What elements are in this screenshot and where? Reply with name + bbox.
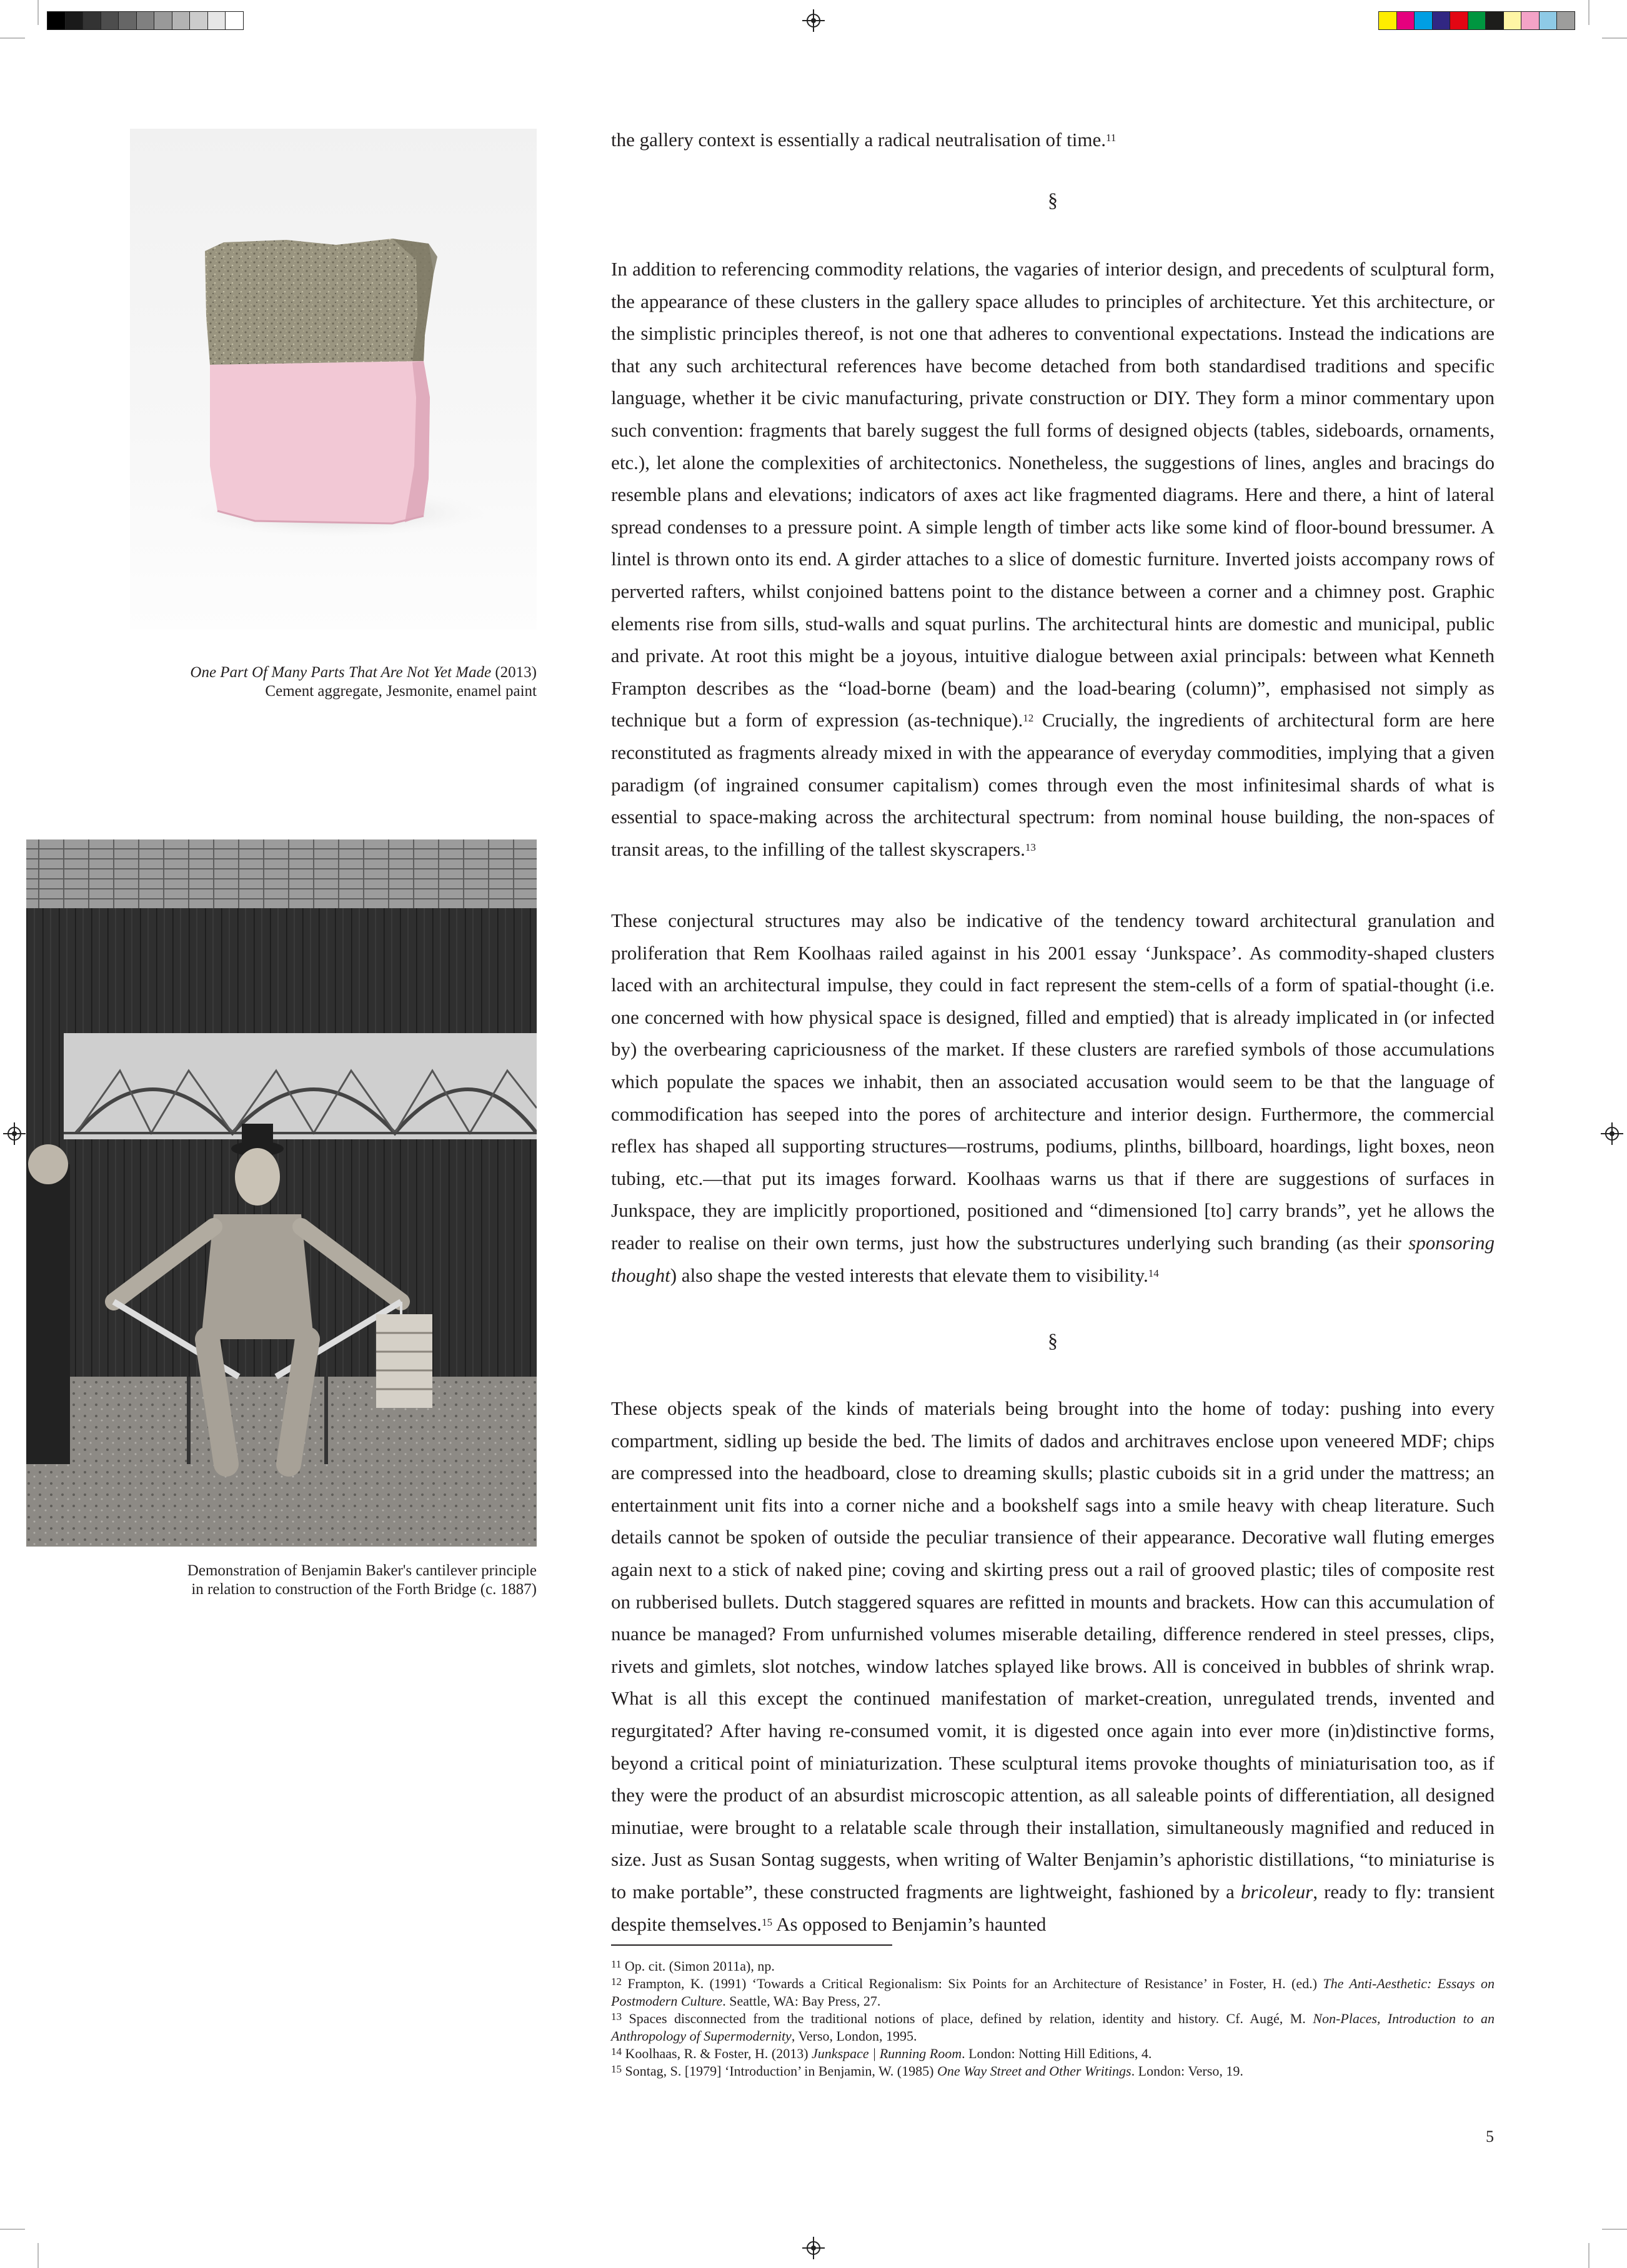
grayscale-swatch [65, 11, 84, 30]
footnote-text: Spaces disconnected from the traditional notions of place, defined by relation, identity and history. Cf. Augé, M. [629, 2011, 1313, 2026]
footnote-ref: 13 [1025, 841, 1036, 853]
grayscale-swatch [225, 11, 244, 30]
crop-mark [1588, 0, 1590, 25]
footnote-italic: The Anti-Aesthetic: Essays on Postmodern Culture [611, 1976, 1495, 2009]
process-color-swatch [1556, 11, 1575, 30]
footnote-text: , Verso, London, 1995. [791, 2028, 917, 2044]
footnote-13 [611, 2010, 1495, 2045]
footnote-italic: Non-Places, Introduction to an Anthropology of Supermodernity [611, 2011, 1495, 2044]
footnote-number: 11 [611, 1958, 622, 1970]
footnote-text: Op. cit. (Simon 2011a), np. [624, 1958, 775, 1974]
footnote-15 [611, 2062, 1495, 2080]
process-color-swatch [1432, 11, 1451, 30]
process-color-swatch [1378, 11, 1397, 30]
artwork-title: One Part Of Many Parts That Are Not Yet Made [190, 664, 492, 681]
body-paragraph-3 [611, 1392, 1495, 1940]
artwork-year: (2013) [495, 664, 537, 681]
crop-mark [1602, 37, 1627, 39]
process-color-swatch [1521, 11, 1540, 30]
footnote-number: 15 [611, 2063, 622, 2075]
footnote-14 [611, 2045, 1495, 2062]
section-mark: § [1048, 189, 1058, 211]
grayscale-swatch [82, 11, 101, 30]
footnote-text: Sontag, S. [1979] ‘Introduction’ in Benjamin, W. (1985) [625, 2063, 937, 2079]
crop-mark [0, 2229, 25, 2230]
paragraph-3-italic: bricoleur [1240, 1880, 1313, 1903]
grayscale-swatch [154, 11, 172, 30]
cantilever-demonstration-illustration [26, 839, 537, 1547]
footnote-italic: One Way Street and Other Writings [937, 2063, 1132, 2079]
footnote-ref: 12 [1023, 712, 1034, 725]
body-paragraph-2 [611, 904, 1495, 1291]
footnote-12 [611, 1975, 1495, 2010]
grayscale-swatch [189, 11, 208, 30]
paragraph-1-text-b: Crucially, the ingredients of architectural form are here reconstituted as fragments already mixed in with the appearance of everyday commodities, implying that a given paradigm (of ingrained consumer capitalism) comes through even the most infinitesimal shards of what is essential to space-making across the architectural spectrum: from nominal house building, the non-spaces of transit areas, to the infilling of the tallest skyscrapers. [611, 709, 1495, 860]
page-number: 5 [1486, 2127, 1494, 2146]
opening-line-text: the gallery context is essentially a radical neutralisation of time. [611, 129, 1106, 151]
paragraph-3-text-b: , ready to fly: transient despite themselves. [611, 1880, 1495, 1935]
footnote-ref: 14 [1148, 1267, 1159, 1279]
figure-2-caption-line-2: in relation to construction of the Forth Bridge (c. 1887) [191, 1581, 537, 1598]
figure-1-caption [130, 663, 537, 701]
cement-block-illustration [130, 129, 537, 630]
paragraph-1-text-a: In addition to referencing commodity relations, the vagaries of interior design, and precedents of sculptural form, the appearance of these clusters in the gallery space alludes to principles of architecture. Yet this architecture, or the simplistic principles thereof, is not one that adheres to conventional expectations. Instead the indications are that any such architectural references have become detached from both standardised traditions and specific language, whether it be civic manufacturing, private construction or DIY. They form a minor commentary upon such convention: fragments that barely suggest the full forms of designed objects (tables, sideboards, ornaments, etc.), let alone the complexities of architectonics. Nonetheless, the suggestions of lines, angles and bracings do resemble plans and elevations; indicators of axes act like fragmented diagrams. Here and there, a hint of lateral spread condenses to a pressure point. A simple length of timber acts like some kind of floor-bound bressumer. A lintel is thrown onto its end. A girder attaches to a slice of domestic furniture. Inverted joists accompany rows of perverted rafters, whilst conjoined battens point to the distance between a corner and a chimney post. Graphic elements rise from sills, stud-walls and squat purlins. The architectural hints are domestic and municipal, public and private. At root this might be a joyous, intuitive dialogue between axial principals: between what Kenneth Frampton describes as the “load-borne (beam) and the load-bearing (column)”, emphasised not simply as technique but a form of expression (as-technique). [611, 258, 1495, 731]
crop-mark [0, 37, 25, 39]
process-color-swatch [1396, 11, 1415, 30]
grayscale-swatch [47, 11, 66, 30]
registration-mark-top [807, 14, 820, 27]
footnote-rule [611, 1944, 892, 1946]
grayscale-color-bar [47, 11, 243, 30]
registration-mark-bottom [807, 2241, 820, 2255]
artwork-materials: Cement aggregate, Jesmonite, enamel paint [265, 683, 537, 700]
footnote-text: . London: Verso, 19. [1131, 2063, 1243, 2079]
grayscale-swatch [136, 11, 155, 30]
process-color-swatch [1503, 11, 1522, 30]
crop-mark [37, 0, 39, 25]
opening-line [611, 124, 1495, 156]
footnote-text: Koolhaas, R. & Foster, H. (2013) [625, 2046, 812, 2061]
sculpture-photo [130, 129, 537, 630]
grayscale-swatch [101, 11, 119, 30]
forth-bridge-demonstration-photo [26, 839, 537, 1547]
process-color-swatch [1468, 11, 1486, 30]
process-color-bar [1378, 11, 1575, 30]
footnote-italic: Junkspace | Running Room [812, 2046, 962, 2061]
registration-mark-left [7, 1127, 21, 1141]
section-mark: § [1048, 1329, 1058, 1352]
footnote-number: 14 [611, 2046, 622, 2058]
process-color-swatch [1414, 11, 1433, 30]
paragraph-2-text-a: These conjectural structures may also be indicative of the tendency toward architectural granulation and proliferation that Rem Koolhaas railed against in his 2001 essay ‘Junkspace’. As commodity-shaped clusters laced with an architectural impulse, they could in fact represent the stem-cells of a form of spatial-thought (i.e. one concerned with how physical space is designed, filled and emptied) that is already implicated in (or infected by) the overbearing capriciousness of the market. If these clusters are rarefied symbols of those accumulations which populate the spaces we inhabit, then an associated accusation would seem to be that the language of commodification has seeped into the pores of architecture and interior design. Furthermore, the commercial reflex has shaped all supporting structures—rostrums, podiums, plinths, billboard, hoardings, light boxes, neon tubing, etc.—that put its images forward. Koolhaas warns us that if there are suggestions of surfaces in Junkspace, they are implicitly proportioned, positioned and “dimensioned [to] carry brands”, yet he allows the reader to realise on their own terms, just how the substructures underlying such branding (as their [611, 909, 1495, 1254]
footnotes [611, 1958, 1495, 2080]
crop-mark [1588, 2243, 1590, 2268]
process-color-swatch [1450, 11, 1468, 30]
process-color-swatch [1539, 11, 1558, 30]
process-color-swatch [1485, 11, 1504, 30]
body-paragraph-1 [611, 253, 1495, 865]
figure-2-caption [26, 1562, 537, 1599]
paragraph-3-text-c: As opposed to Benjamin’s haunted [772, 1913, 1047, 1935]
footnote-text: . Seattle, WA: Bay Press, 27. [722, 1993, 881, 2009]
footnote-text: Frampton, K. (1991) ‘Towards a Critical Regionalism: Six Points for an Architecture of Resistance’ in Foster, H. (ed.) [627, 1976, 1323, 1991]
crop-mark [37, 2243, 39, 2268]
grayscale-swatch [207, 11, 226, 30]
footnote-ref: 15 [762, 1916, 773, 1928]
paragraph-2-text-b: ) also shape the vested interests that elevate them to visibility. [670, 1264, 1148, 1286]
crop-mark [1602, 2229, 1627, 2230]
footnote-number: 12 [611, 1976, 622, 1988]
footnote-11 [611, 1958, 1495, 1975]
figure-2-caption-line-1: Demonstration of Benjamin Baker's cantilever principle [187, 1562, 537, 1579]
registration-mark-right [1605, 1127, 1619, 1141]
paragraph-3-text-a: These objects speak of the kinds of materials being brought into the home of today: pushing into every compartment, sidling up beside the bed. The limits of dados and architraves enclose upon veneered MDF; chips are compressed into the headboard, close to dreaming skulls; plastic cuboids sit in a grid under the mattress; an entertainment unit fits into a corner niche and a bookshelf sags into a smile heavy with cheap literature. Such details cannot be spoken of outside the peculiar transience of their appearance. Decorative wall fluting emerges again next to a stick of naked pine; coving and skirting press out a rail of grooved plastic; tiles of composite rest on rubberised bullets. Dutch staggered squares are refitted in mounts and brackets. How can this accumulation of nuance be managed? From unfurnished volumes miserable detailing, difference rendered in steel presses, clips, rivets and gimlets, slot notches, window latches splayed like brows. All is conceived in bubbles of shrink wrap. What is all this except the continued manifestation of market-creation, unregulated trends, invented and regurgitated? After having re-consumed vomit, it is digested once again into ever more (in)distinctive forms, beyond a critical point of miniaturization. These sculptural items provoke thoughts of miniaturisation too, as if they were the product of an absurdist microscopic attention, as all saleable points of differentiation, all designed minutiae, were brought to a relatable scale through their installation, simultaneously magnified and reduced in size. Just as Susan Sontag suggests, when writing of Walter Benjamin’s aphoristic distillations, “to miniaturise is to make portable”, these constructed fragments are lightweight, fashioned by a [611, 1397, 1495, 1903]
footnote-number: 13 [611, 2011, 622, 2023]
footnote-ref: 11 [1105, 132, 1117, 144]
paragraph-2-italic: sponsoring thought [611, 1231, 1495, 1286]
grayscale-swatch [172, 11, 191, 30]
grayscale-swatch [118, 11, 137, 30]
footnote-text: . London: Notting Hill Editions, 4. [962, 2046, 1152, 2061]
